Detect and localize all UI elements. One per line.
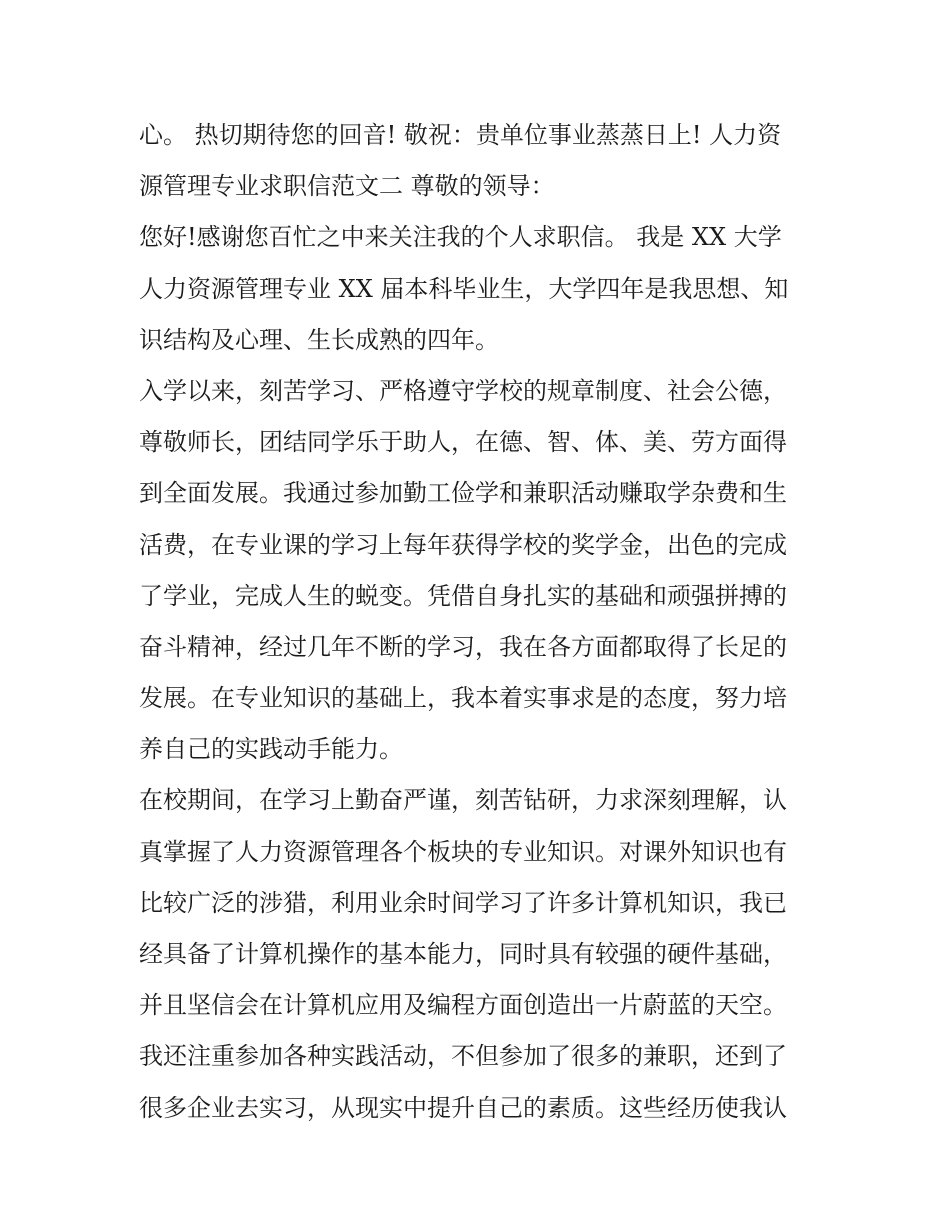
text-line: 比较广泛的涉猎，利用业余时间学习了许多计算机知识，我已: [139, 888, 787, 917]
text-line: 源管理专业求职信范文二 尊敬的领导：: [139, 172, 555, 201]
text-line: 真掌握了人力资源管理各个板块的专业知识。对课外知识也有: [139, 837, 787, 866]
text-line: 并且坚信会在计算机应用及编程方面创造出一片蔚蓝的天空。: [139, 991, 787, 1020]
text-line: 活费，在专业课的学习上每年获得学校的奖学金，出色的完成: [139, 530, 787, 559]
text-line: 识结构及心理、生长成熟的四年。: [139, 325, 499, 354]
text-line: 尊敬师长，团结同学乐于助人，在德、智、体、美、劳方面得: [139, 428, 787, 457]
text-line: 到全面发展。我通过参加勤工俭学和兼职活动赚取学杂费和生: [139, 479, 787, 508]
text-line: 养自己的实践动手能力。: [139, 735, 403, 764]
text-line: 奋斗精神，经过几年不断的学习，我在各方面都取得了长足的: [139, 632, 787, 661]
text-line: 入学以来，刻苦学习、严格遵守学校的规章制度、社会公德，: [139, 376, 787, 405]
text-line: 心。 热切期待您的回音! 敬祝：贵单位事业蒸蒸日上! 人力资: [139, 121, 782, 149]
text-line: 发展。在专业知识的基础上，我本着实事求是的态度，努力培: [139, 684, 787, 713]
text-line: 很多企业去实习，从现实中提升自己的素质。这些经历使我认: [139, 1093, 787, 1122]
text-line: 人力资源管理专业 XX 届本科毕业生，大学四年是我思想、知: [139, 274, 789, 303]
text-line: 我还注重参加各种实践活动，不但参加了很多的兼职，还到了: [139, 1042, 787, 1071]
cover-letter-body: [139, 110, 819, 1134]
text-line: 在校期间，在学习上勤奋严谨，刻苦钻研，力求深刻理解，认: [139, 786, 787, 815]
text-line: 了学业，完成人生的蜕变。凭借自身扎实的基础和顽强拼搏的: [139, 581, 787, 610]
text-line: 经具备了计算机操作的基本能力，同时具有较强的硬件基础，: [139, 940, 787, 968]
text-line: 您好!感谢您百忙之中来关注我的个人求职信。 我是 XX 大学: [139, 223, 782, 252]
